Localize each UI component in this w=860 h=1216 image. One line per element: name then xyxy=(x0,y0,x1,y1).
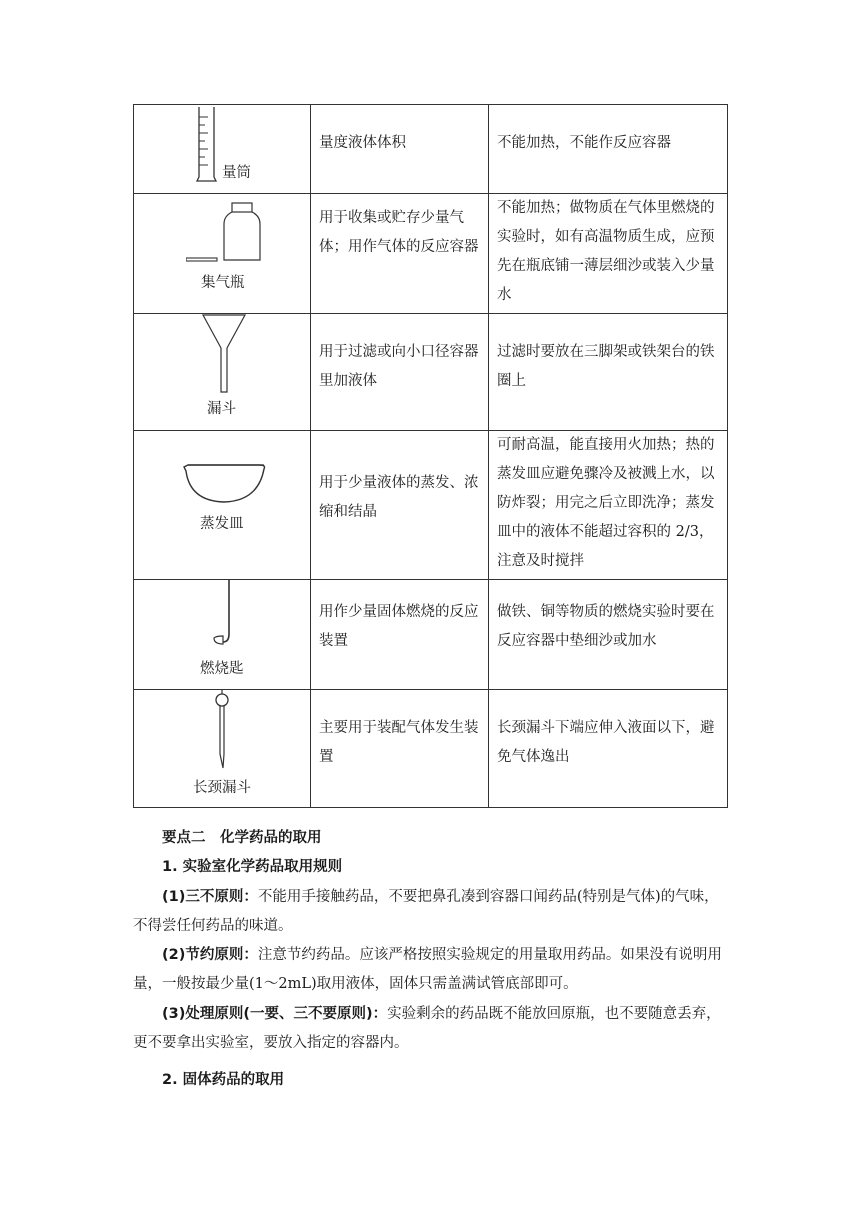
note-text: 过滤时要放在三脚架或铁架台的铁圈上 xyxy=(497,344,715,389)
paragraph xyxy=(133,941,730,999)
equipment-name: 量筒 xyxy=(222,165,251,181)
image-cell xyxy=(134,690,311,808)
equipment-name: 漏斗 xyxy=(207,401,236,417)
note-cell xyxy=(489,580,728,690)
note-cell xyxy=(489,314,728,431)
evaporating-dish-icon xyxy=(182,461,266,505)
use-cell xyxy=(311,580,489,690)
long-neck-funnel-icon xyxy=(212,690,232,770)
use-cell xyxy=(311,690,489,808)
paragraph xyxy=(133,1000,730,1058)
equipment-name: 长颈漏斗 xyxy=(193,780,251,796)
paragraph xyxy=(133,883,730,941)
image-cell xyxy=(134,105,311,194)
equipment-table xyxy=(133,104,728,808)
paragraph-label: (1)三不原则： xyxy=(162,889,258,905)
equipment-name: 燃烧匙 xyxy=(200,661,244,677)
section-title: 要点二 化学药品的取用 xyxy=(162,830,322,846)
note-text: 做铁、铜等物质的燃烧实验时要在反应容器中垫细沙或加水 xyxy=(497,604,715,649)
funnel-icon xyxy=(202,314,246,394)
graduated-cylinder-icon xyxy=(194,107,220,183)
subsection-title: 2. 固体药品的取用 xyxy=(162,1072,285,1088)
use-text: 量度液体体积 xyxy=(319,135,406,151)
note-cell xyxy=(489,431,728,580)
gas-jar-icon xyxy=(186,202,266,264)
use-cell xyxy=(311,314,489,431)
paragraph-label: (2)节约原则： xyxy=(162,947,258,963)
table-row xyxy=(134,690,728,808)
note-text: 不能加热，不能作反应容器 xyxy=(497,135,671,151)
table-row xyxy=(134,194,728,314)
use-cell xyxy=(311,431,489,580)
paragraph-text: 不能用手接触药品，不要把鼻孔凑到容器口闻药品(特别是气体)的气味，不得尝任何药品的味道。 xyxy=(133,889,719,934)
paragraph-text: 实验剩余的药品既不能放回原瓶，也不要随意丢弃，更不要拿出实验室，要放入指定的容器内。 xyxy=(133,1006,721,1051)
image-cell xyxy=(134,431,311,580)
note-cell xyxy=(489,690,728,808)
paragraph-label: (3)处理原则(一要、三不要原则)： xyxy=(162,1006,388,1022)
use-text: 主要用于装配气体发生装置 xyxy=(319,720,479,765)
use-text: 用于少量液体的蒸发、浓缩和结晶 xyxy=(319,475,479,520)
subsection-title: 1. 实验室化学药品取用规则 xyxy=(162,859,343,875)
use-cell xyxy=(311,194,489,314)
combustion-spoon-icon xyxy=(210,580,240,650)
image-cell xyxy=(134,314,311,431)
use-text: 用于过滤或向小口径容器里加液体 xyxy=(319,344,479,389)
use-text: 用于收集或贮存少量气体；用作气体的反应容器 xyxy=(319,210,479,255)
note-cell xyxy=(489,105,728,194)
note-text: 长颈漏斗下端应伸入液面以下，避免气体逸出 xyxy=(497,720,715,765)
use-text: 用作少量固体燃烧的反应装置 xyxy=(319,604,479,649)
note-text: 可耐高温，能直接用火加热；热的蒸发皿应避免骤冷及被溅上水，以防炸裂；用完之后立即洗净；蒸发皿中的液体不能超过容积的 2/3，注意及时搅拌 xyxy=(497,437,715,569)
use-cell xyxy=(311,105,489,194)
paragraph-text: 注意节约药品。应该严格按照实验规定的用量取用药品。如果没有说明用量，一般按最少量(1～2mL)取用液体，固体只需盖满试管底部即可。 xyxy=(133,947,722,992)
note-cell xyxy=(489,194,728,314)
equipment-name: 集气瓶 xyxy=(201,275,245,291)
note-text: 不能加热；做物质在气体里燃烧的实验时，如有高温物质生成，应预先在瓶底铺一薄层细沙或装入少量水 xyxy=(497,200,715,303)
image-cell xyxy=(134,580,311,690)
table-row xyxy=(134,431,728,580)
table-row xyxy=(134,314,728,431)
image-cell xyxy=(134,194,311,314)
table-row xyxy=(134,105,728,194)
equipment-name: 蒸发皿 xyxy=(200,516,244,532)
table-row xyxy=(134,580,728,690)
